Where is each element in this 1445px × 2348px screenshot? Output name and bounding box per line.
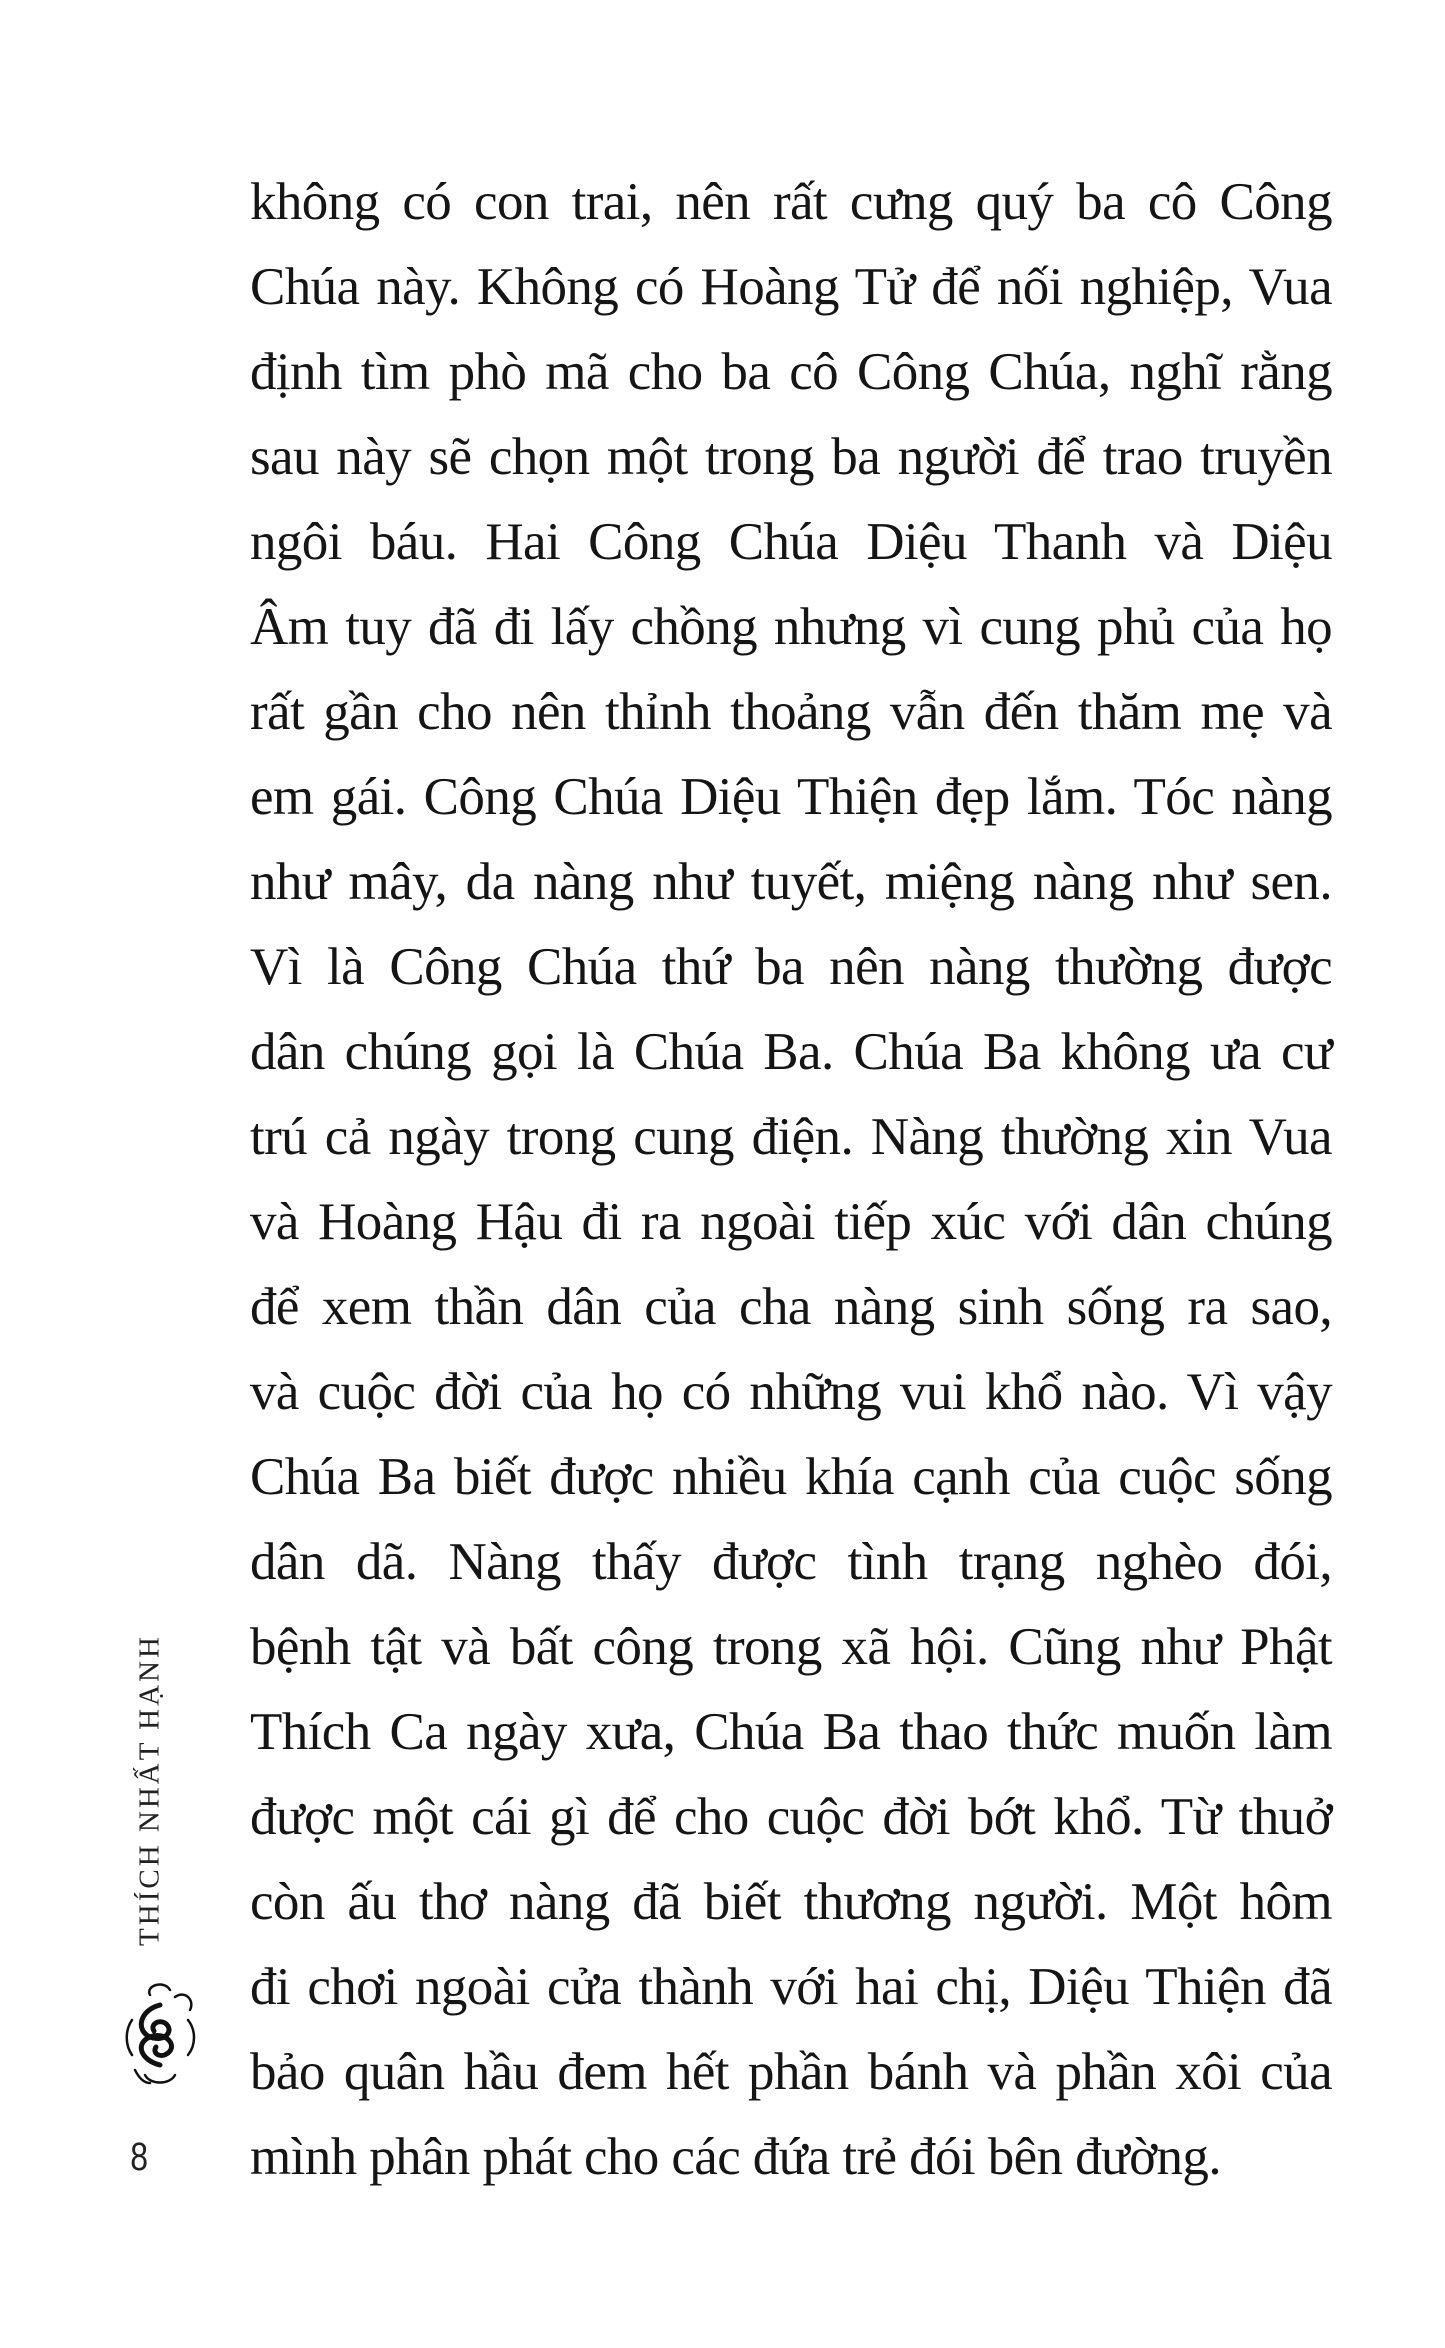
text-line: rất gần cho nên thỉnh thoảng vẫn đến thăm mẹ và <box>250 683 1332 741</box>
text-line: em gái. Công Chúa Diệu Thiện đẹp lắm. Tóc nàng <box>250 768 1332 826</box>
text-line: bệnh tật và bất công trong xã hội. Cũng như Phật <box>250 1618 1332 1676</box>
text-line: như mây, da nàng như tuyết, miệng nàng như sen. <box>250 853 1332 911</box>
text-line: dân chúng gọi là Chúa Ba. Chúa Ba không ưa cư <box>250 1023 1332 1081</box>
text-line: và Hoàng Hậu đi ra ngoài tiếp xúc với dân chúng <box>250 1193 1332 1251</box>
text-line: Chúa này. Không có Hoàng Tử để nối nghiệp, Vua <box>250 258 1332 316</box>
text-line: được một cái gì để cho cuộc đời bớt khổ. Từ thuở <box>250 1788 1332 1846</box>
body-text <box>250 160 1332 2200</box>
text-line: trú cả ngày trong cung điện. Nàng thường xin Vua <box>250 1108 1332 1166</box>
text-line: Vì là Công Chúa thứ ba nên nàng thường được <box>250 938 1332 996</box>
text-line: đi chơi ngoài cửa thành với hai chị, Diệu Thiện đã <box>250 1958 1332 2016</box>
text-line: bảo quân hầu đem hết phần bánh và phần xôi của <box>250 2043 1332 2101</box>
text-line: Thích Ca ngày xưa, Chúa Ba thao thức muốn làm <box>250 1703 1332 1761</box>
text-line: còn ấu thơ nàng đã biết thương người. Một hôm <box>250 1873 1332 1931</box>
text-line: không có con trai, nên rất cưng quý ba cô Công <box>250 173 1332 231</box>
page-number: 8 <box>130 2135 149 2179</box>
text-line: để xem thần dân của cha nàng sinh sống ra sao, <box>250 1278 1332 1336</box>
lotus-ornament-icon <box>120 1975 200 2095</box>
text-line: dân dã. Nàng thấy được tình trạng nghèo đói, <box>250 1533 1332 1591</box>
text-line: định tìm phò mã cho ba cô Công Chúa, nghĩ rằng <box>250 343 1332 401</box>
text-line: Chúa Ba biết được nhiều khía cạnh của cuộc sống <box>250 1448 1332 1506</box>
text-line: Âm tuy đã đi lấy chồng nhưng vì cung phủ của họ <box>250 598 1332 656</box>
text-line: mình phân phát cho các đứa trẻ đói bên đường. <box>250 2128 1221 2186</box>
text-line: ngôi báu. Hai Công Chúa Diệu Thanh và Diệu <box>250 513 1332 571</box>
text-line: sau này sẽ chọn một trong ba người để trao truyền <box>250 428 1332 486</box>
text-line: và cuộc đời của họ có những vui khổ nào. Vì vậy <box>250 1363 1332 1421</box>
running-head-author: THÍCH NHẤT HẠNH <box>133 1634 166 1946</box>
